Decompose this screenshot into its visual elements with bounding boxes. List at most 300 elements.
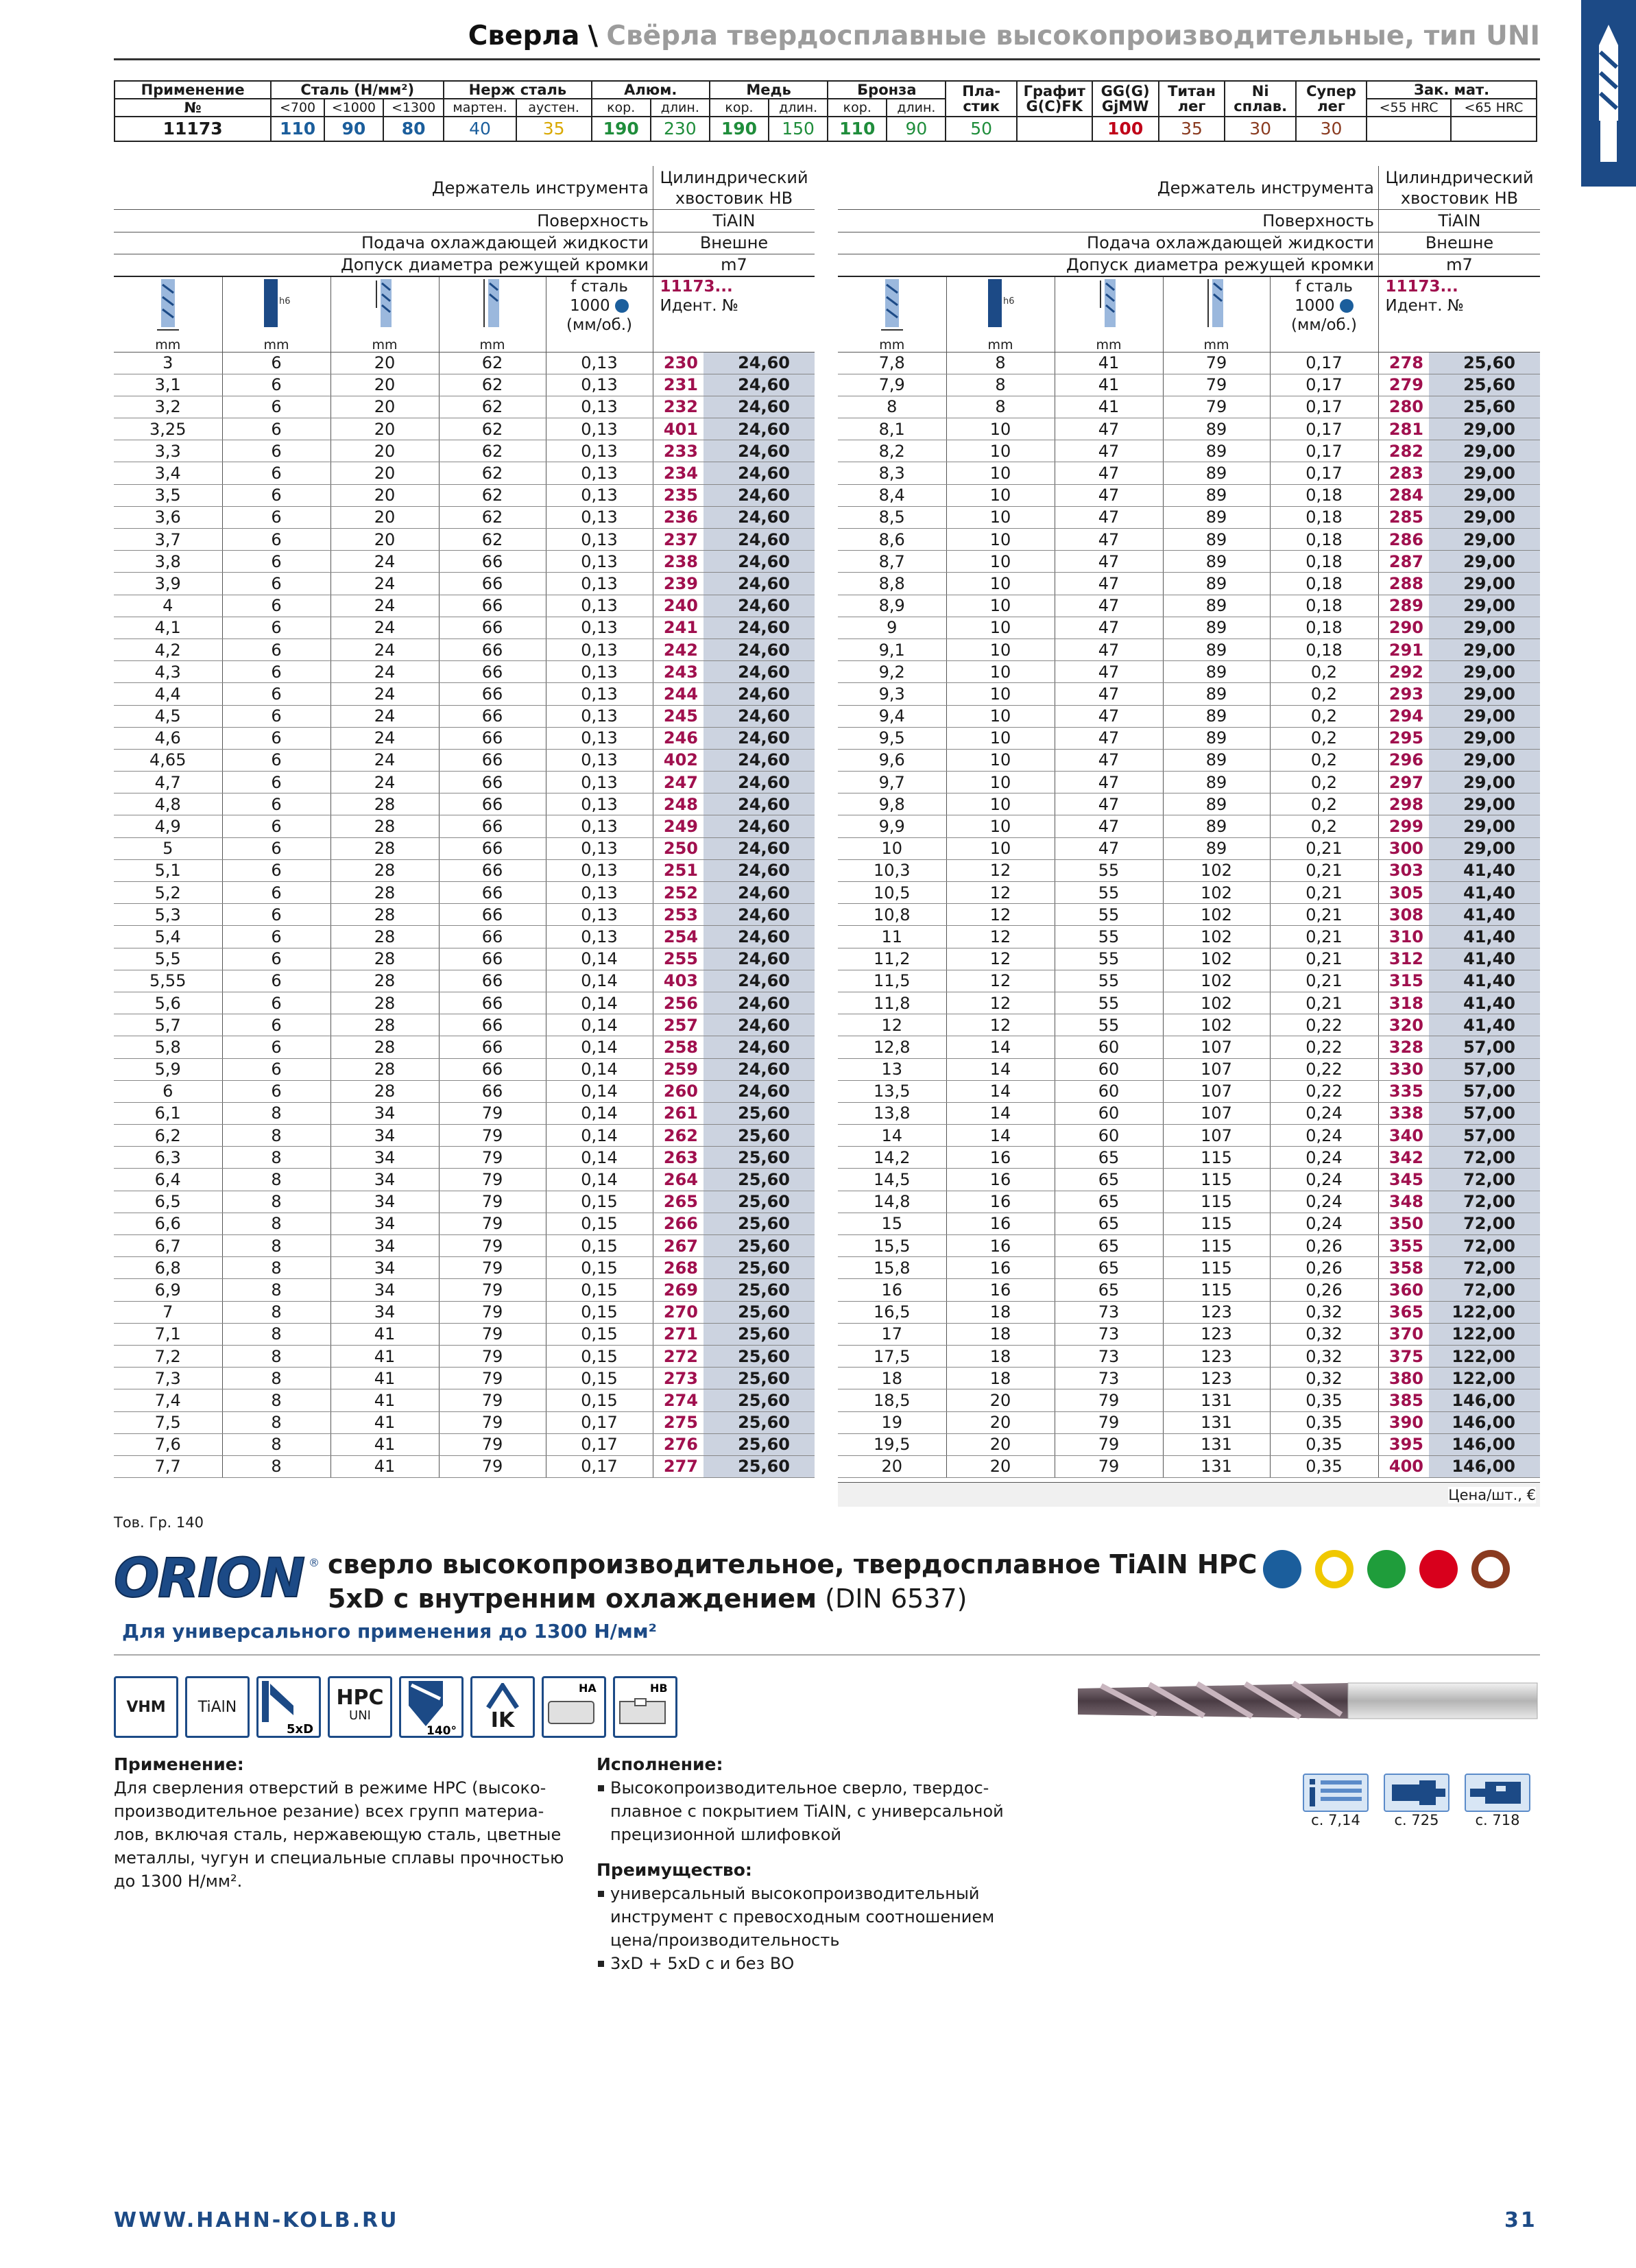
- cell-flute-length: 24: [330, 727, 439, 749]
- cell-shank: 16: [946, 1279, 1055, 1301]
- cell-overall-length: 66: [439, 859, 546, 881]
- cell-diameter: 6,1: [114, 1102, 222, 1124]
- cell-ident-no: 277: [653, 1455, 703, 1477]
- cell-shank: 6: [222, 617, 330, 638]
- app-val: 110: [271, 117, 324, 141]
- material-dot-yellow: [1319, 1553, 1350, 1585]
- cell-overall-length: 66: [439, 661, 546, 683]
- cell-flute-length: 41: [1055, 374, 1163, 396]
- table-row: [114, 462, 815, 484]
- cell-shank: 10: [946, 484, 1055, 506]
- cell-price: 29,00: [1429, 638, 1540, 660]
- cell-price: 29,00: [1429, 705, 1540, 727]
- cell-ident-no: 262: [653, 1125, 703, 1147]
- cell-price: 24,60: [703, 440, 815, 462]
- cell-feed: 0,13: [546, 904, 653, 926]
- cell-overall-length: 66: [439, 727, 546, 749]
- cell-shank: 6: [222, 992, 330, 1014]
- cell-feed: 0,13: [546, 661, 653, 683]
- cell-shank: 6: [222, 683, 330, 705]
- cell-diameter: 6,4: [114, 1169, 222, 1191]
- cell-feed: 0,15: [546, 1213, 653, 1234]
- cell-ident-no: 305: [1378, 882, 1429, 904]
- table-row: [114, 1191, 815, 1213]
- app-col-alu: Алюм.: [592, 81, 710, 99]
- table-row: [838, 638, 1540, 660]
- cell-ident-no: 297: [1378, 772, 1429, 793]
- column-header: [838, 276, 946, 352]
- cell-diameter: 4,65: [114, 749, 222, 771]
- spec-tolerance-value: m7: [1378, 254, 1540, 276]
- cell-flute-length: 28: [330, 926, 439, 948]
- app-sub: <65 HRC: [1451, 99, 1537, 117]
- cell-ident-no: 400: [1378, 1455, 1429, 1477]
- cell-price: 41,40: [1429, 904, 1540, 926]
- product-title-din: (DIN 6537): [817, 1584, 967, 1614]
- app-col-bronze: Бронза: [828, 81, 946, 99]
- cell-diameter: 7,7: [114, 1455, 222, 1477]
- cell-price: 25,60: [703, 1125, 815, 1147]
- app-sub: длин.: [769, 99, 828, 117]
- cell-overall-length: 89: [1163, 749, 1270, 771]
- table-row: [114, 661, 815, 683]
- cell-ident-no: 269: [653, 1279, 703, 1301]
- column-header: [1163, 276, 1270, 352]
- advantage-heading: Преимущество:: [597, 1860, 752, 1880]
- cell-ident-no: 350: [1378, 1213, 1429, 1234]
- cell-feed: 0,2: [1270, 705, 1378, 727]
- cell-overall-length: 66: [439, 815, 546, 837]
- cell-overall-length: 66: [439, 551, 546, 573]
- cell-price: 25,60: [1429, 352, 1540, 374]
- cell-shank: 6: [222, 904, 330, 926]
- cell-overall-length: 89: [1163, 772, 1270, 793]
- cell-price: 57,00: [1429, 1080, 1540, 1102]
- cell-shank: 10: [946, 617, 1055, 638]
- shank-diameter-icon: [223, 278, 330, 338]
- cell-shank: 16: [946, 1147, 1055, 1169]
- cell-diameter: 11,5: [838, 970, 946, 992]
- cell-shank: 6: [222, 772, 330, 793]
- ident-header: 11173... Идент. №: [1378, 276, 1540, 352]
- cell-ident-no: 232: [653, 396, 703, 418]
- table-row: [114, 440, 815, 462]
- cell-diameter: 9,7: [838, 772, 946, 793]
- cell-flute-length: 47: [1055, 529, 1163, 551]
- column-header: [114, 276, 222, 352]
- table-row: [114, 551, 815, 573]
- table-row: [114, 1147, 815, 1169]
- cell-shank: 8: [222, 1235, 330, 1257]
- cell-price: 25,60: [703, 1213, 815, 1234]
- cell-feed: 0,13: [546, 882, 653, 904]
- cell-shank: 6: [222, 506, 330, 528]
- app-sub: длин.: [887, 99, 946, 117]
- cell-flute-length: 28: [330, 904, 439, 926]
- cell-shank: 10: [946, 551, 1055, 573]
- table-row: [838, 1080, 1540, 1102]
- cell-shank: 6: [222, 484, 330, 506]
- cell-shank: 8: [946, 352, 1055, 374]
- footer-url[interactable]: WWW.HAHN-KOLB.RU: [114, 2208, 399, 2232]
- cell-diameter: 11,2: [838, 948, 946, 970]
- cell-shank: 18: [946, 1368, 1055, 1389]
- cell-flute-length: 60: [1055, 1102, 1163, 1124]
- cell-overall-length: 89: [1163, 705, 1270, 727]
- cell-diameter: 3,3: [114, 440, 222, 462]
- cell-price: 25,60: [703, 1411, 815, 1433]
- unit-label: mm: [879, 337, 905, 353]
- table-row: [838, 1433, 1540, 1455]
- cell-overall-length: 89: [1163, 418, 1270, 440]
- cell-feed: 0,14: [546, 1102, 653, 1124]
- cell-shank: 10: [946, 772, 1055, 793]
- cell-flute-length: 34: [330, 1279, 439, 1301]
- ha-shank-icon: [542, 1676, 606, 1738]
- table-row: [838, 837, 1540, 859]
- cell-feed: 0,24: [1270, 1147, 1378, 1169]
- cell-flute-length: 24: [330, 661, 439, 683]
- cell-overall-length: 89: [1163, 484, 1270, 506]
- svg-text:HB: HB: [650, 1682, 668, 1695]
- cell-ident-no: 243: [653, 661, 703, 683]
- cell-ident-no: 235: [653, 484, 703, 506]
- cell-overall-length: 79: [439, 1345, 546, 1367]
- cell-ident-no: 395: [1378, 1433, 1429, 1455]
- table-row: [838, 418, 1540, 440]
- cell-flute-length: 34: [330, 1147, 439, 1169]
- cell-diameter: 10,3: [838, 859, 946, 881]
- cell-price: 146,00: [1429, 1455, 1540, 1477]
- cell-ident-no: 355: [1378, 1235, 1429, 1257]
- cell-shank: 10: [946, 595, 1055, 617]
- cell-feed: 0,18: [1270, 506, 1378, 528]
- cell-feed: 0,2: [1270, 772, 1378, 793]
- cell-diameter: 5,55: [114, 970, 222, 992]
- cell-ident-no: 251: [653, 859, 703, 881]
- cell-feed: 0,21: [1270, 992, 1378, 1014]
- cell-flute-length: 65: [1055, 1169, 1163, 1191]
- cell-shank: 6: [222, 529, 330, 551]
- application-table: [114, 80, 1537, 142]
- cell-diameter: 10: [838, 837, 946, 859]
- app-val: 35: [1159, 117, 1225, 141]
- cell-diameter: 12: [838, 1014, 946, 1036]
- cell-flute-length: 20: [330, 506, 439, 528]
- table-row: [114, 1301, 815, 1323]
- cell-feed: 0,13: [546, 529, 653, 551]
- cell-shank: 12: [946, 948, 1055, 970]
- material-dot-green: [1367, 1550, 1406, 1588]
- cell-overall-length: 115: [1163, 1235, 1270, 1257]
- table-row: [838, 1191, 1540, 1213]
- cell-diameter: 3,4: [114, 462, 222, 484]
- table-row: [838, 948, 1540, 970]
- cell-ident-no: 293: [1378, 683, 1429, 705]
- app-col-stainless: Нерж сталь: [444, 81, 591, 99]
- cell-feed: 0,17: [1270, 352, 1378, 374]
- cell-price: 25,60: [703, 1147, 815, 1169]
- cell-overall-length: 89: [1163, 683, 1270, 705]
- flute-length-icon: [331, 278, 439, 338]
- cell-price: 24,60: [703, 772, 815, 793]
- cell-overall-length: 66: [439, 837, 546, 859]
- cell-overall-length: 66: [439, 1036, 546, 1058]
- cell-flute-length: 47: [1055, 837, 1163, 859]
- cell-diameter: 15,5: [838, 1235, 946, 1257]
- cell-feed: 0,22: [1270, 1036, 1378, 1058]
- cell-ident-no: 234: [653, 462, 703, 484]
- cell-ident-no: 240: [653, 595, 703, 617]
- cell-feed: 0,13: [546, 595, 653, 617]
- cell-diameter: 9,2: [838, 661, 946, 683]
- ref-holder-b[interactable]: [1465, 1774, 1530, 1828]
- cell-flute-length: 28: [330, 992, 439, 1014]
- cell-shank: 8: [222, 1368, 330, 1389]
- app-val: 190: [592, 117, 651, 141]
- cell-overall-length: 89: [1163, 727, 1270, 749]
- app-col-ni: Ni сплав.: [1225, 81, 1295, 117]
- cell-flute-length: 47: [1055, 484, 1163, 506]
- tool-holder-icon: [1384, 1774, 1449, 1812]
- cell-ident-no: 291: [1378, 638, 1429, 660]
- cell-feed: 0,15: [546, 1301, 653, 1323]
- cell-ident-no: 358: [1378, 1257, 1429, 1279]
- cell-overall-length: 79: [439, 1191, 546, 1213]
- cell-ident-no: 288: [1378, 573, 1429, 595]
- table-row: [114, 1433, 815, 1455]
- cell-feed: 0,18: [1270, 638, 1378, 660]
- cell-shank: 6: [222, 749, 330, 771]
- cell-feed: 0,32: [1270, 1301, 1378, 1323]
- cell-diameter: 6: [114, 1080, 222, 1102]
- cell-shank: 6: [222, 970, 330, 992]
- cell-ident-no: 335: [1378, 1080, 1429, 1102]
- cell-diameter: 8,9: [838, 595, 946, 617]
- cell-flute-length: 34: [330, 1235, 439, 1257]
- cell-feed: 0,13: [546, 352, 653, 374]
- cell-feed: 0,2: [1270, 815, 1378, 837]
- cell-feed: 0,22: [1270, 1014, 1378, 1036]
- cell-ident-no: 256: [653, 992, 703, 1014]
- cell-shank: 6: [222, 638, 330, 660]
- cell-feed: 0,14: [546, 1125, 653, 1147]
- app-val: [1451, 117, 1537, 141]
- ident-header: 11173... Идент. №: [653, 276, 815, 352]
- cell-price: 25,60: [703, 1455, 815, 1477]
- table-row: [838, 1213, 1540, 1234]
- cell-overall-length: 79: [439, 1257, 546, 1279]
- cell-flute-length: 28: [330, 1080, 439, 1102]
- cell-diameter: 11,8: [838, 992, 946, 1014]
- cell-feed: 0,24: [1270, 1102, 1378, 1124]
- cell-diameter: 18,5: [838, 1389, 946, 1411]
- cell-price: 24,60: [703, 551, 815, 573]
- header-separator: \: [588, 21, 598, 51]
- cell-flute-length: 41: [330, 1345, 439, 1367]
- cell-shank: 6: [222, 573, 330, 595]
- ref-holder-a[interactable]: [1384, 1774, 1449, 1828]
- table-row: [114, 374, 815, 396]
- table-row: [114, 882, 815, 904]
- spec-block-left: [114, 166, 815, 276]
- cell-overall-length: 102: [1163, 859, 1270, 881]
- cell-ident-no: 296: [1378, 749, 1429, 771]
- cell-flute-length: 55: [1055, 970, 1163, 992]
- unit-label: mm: [479, 337, 505, 353]
- product-title: [328, 1547, 1257, 1616]
- cell-diameter: 3,25: [114, 418, 222, 440]
- table-row: [838, 1014, 1540, 1036]
- cell-flute-length: 47: [1055, 815, 1163, 837]
- column-header: [222, 276, 330, 352]
- table-row: [114, 1389, 815, 1411]
- drill-icon: [1591, 25, 1626, 162]
- cell-overall-length: 62: [439, 529, 546, 551]
- cell-feed: 0,15: [546, 1279, 653, 1301]
- cell-ident-no: 315: [1378, 970, 1429, 992]
- cell-flute-length: 79: [1055, 1433, 1163, 1455]
- price-label: Цена/шт., €: [838, 1482, 1540, 1507]
- cell-shank: 20: [946, 1389, 1055, 1411]
- cell-flute-length: 41: [330, 1323, 439, 1345]
- cell-ident-no: 403: [653, 970, 703, 992]
- table-row: [838, 772, 1540, 793]
- cell-diameter: 7,5: [114, 1411, 222, 1433]
- svg-text:h6: h6: [279, 296, 291, 307]
- cell-flute-length: 60: [1055, 1058, 1163, 1080]
- cell-price: 24,60: [703, 815, 815, 837]
- cell-price: 72,00: [1429, 1213, 1540, 1234]
- ref-info[interactable]: [1303, 1774, 1369, 1828]
- cell-ident-no: 246: [653, 727, 703, 749]
- cell-flute-length: 55: [1055, 992, 1163, 1014]
- cell-ident-no: 265: [653, 1191, 703, 1213]
- svg-text:®: ®: [309, 1556, 320, 1569]
- table-row: [838, 462, 1540, 484]
- table-row: [838, 793, 1540, 815]
- cell-ident-no: 259: [653, 1058, 703, 1080]
- cell-ident-no: 365: [1378, 1301, 1429, 1323]
- cell-diameter: 14,5: [838, 1169, 946, 1191]
- cell-price: 24,60: [703, 506, 815, 528]
- cell-flute-length: 47: [1055, 638, 1163, 660]
- table-row: [838, 440, 1540, 462]
- cell-shank: 6: [222, 837, 330, 859]
- cell-shank: 14: [946, 1102, 1055, 1124]
- cell-price: 24,60: [703, 374, 815, 396]
- cell-overall-length: 89: [1163, 440, 1270, 462]
- cell-ident-no: 380: [1378, 1368, 1429, 1389]
- cell-overall-length: 79: [439, 1323, 546, 1345]
- cell-feed: 0,32: [1270, 1323, 1378, 1345]
- cell-shank: 20: [946, 1433, 1055, 1455]
- cell-ident-no: 310: [1378, 926, 1429, 948]
- cell-flute-length: 20: [330, 352, 439, 374]
- cell-ident-no: 236: [653, 506, 703, 528]
- cell-overall-length: 89: [1163, 462, 1270, 484]
- cell-price: 29,00: [1429, 772, 1540, 793]
- cell-price: 24,60: [703, 595, 815, 617]
- cell-shank: 10: [946, 462, 1055, 484]
- cell-feed: 0,13: [546, 793, 653, 815]
- spec-coolant-value: Внешне: [1378, 232, 1540, 254]
- cell-overall-length: 89: [1163, 638, 1270, 660]
- cell-price: 29,00: [1429, 749, 1540, 771]
- cell-ident-no: 242: [653, 638, 703, 660]
- cell-flute-length: 65: [1055, 1213, 1163, 1234]
- cell-flute-length: 47: [1055, 793, 1163, 815]
- cell-flute-length: 28: [330, 837, 439, 859]
- cell-ident-no: 261: [653, 1102, 703, 1124]
- cell-ident-no: 286: [1378, 529, 1429, 551]
- cell-diameter: 4: [114, 595, 222, 617]
- cell-diameter: 8,1: [838, 418, 946, 440]
- cell-diameter: 6,7: [114, 1235, 222, 1257]
- cell-diameter: 7,8: [838, 352, 946, 374]
- column-header: [439, 276, 546, 352]
- cell-flute-length: 73: [1055, 1323, 1163, 1345]
- table-row: [114, 418, 815, 440]
- cell-shank: 12: [946, 992, 1055, 1014]
- cell-overall-length: 107: [1163, 1058, 1270, 1080]
- cell-price: 122,00: [1429, 1368, 1540, 1389]
- cell-overall-length: 79: [439, 1279, 546, 1301]
- cell-price: 24,60: [703, 1058, 815, 1080]
- cell-ident-no: 348: [1378, 1191, 1429, 1213]
- table-row: [838, 1036, 1540, 1058]
- spec-coolant-value: Внешне: [653, 232, 815, 254]
- cell-price: 29,00: [1429, 484, 1540, 506]
- cell-feed: 0,24: [1270, 1213, 1378, 1234]
- cell-feed: 0,18: [1270, 529, 1378, 551]
- cell-flute-length: 28: [330, 859, 439, 881]
- cell-overall-length: 62: [439, 506, 546, 528]
- cell-diameter: 6,9: [114, 1279, 222, 1301]
- application-line: лов, включая сталь, нержавеющую сталь, цветные: [114, 1825, 562, 1844]
- cell-overall-length: 79: [439, 1455, 546, 1477]
- execution-section: [597, 1753, 1063, 1975]
- app-col-plastic: Пла- стик: [946, 81, 1016, 117]
- cell-feed: 0,17: [1270, 418, 1378, 440]
- cell-flute-length: 55: [1055, 882, 1163, 904]
- cell-ident-no: 273: [653, 1368, 703, 1389]
- cell-overall-length: 79: [1163, 374, 1270, 396]
- cell-price: 72,00: [1429, 1235, 1540, 1257]
- cell-diameter: 17,5: [838, 1345, 946, 1367]
- table-row: [114, 1102, 815, 1124]
- tool-holder-icon: [1465, 1774, 1530, 1812]
- diameter-icon: [114, 278, 222, 338]
- cell-flute-length: 20: [330, 440, 439, 462]
- table-row: [838, 595, 1540, 617]
- cell-feed: 0,2: [1270, 661, 1378, 683]
- table-row: [838, 882, 1540, 904]
- cell-price: 24,60: [703, 396, 815, 418]
- cell-price: 24,60: [703, 573, 815, 595]
- cell-shank: 14: [946, 1058, 1055, 1080]
- cell-overall-length: 62: [439, 440, 546, 462]
- cell-overall-length: 79: [439, 1169, 546, 1191]
- cell-diameter: 16,5: [838, 1301, 946, 1323]
- cell-price: 41,40: [1429, 859, 1540, 881]
- cell-price: 72,00: [1429, 1147, 1540, 1169]
- application-line: производительное резание) всех групп материа-: [114, 1802, 544, 1821]
- cell-overall-length: 115: [1163, 1279, 1270, 1301]
- cell-diameter: 6,6: [114, 1213, 222, 1234]
- application-line: Для сверления отверстий в режиме HPC (высоко-: [114, 1778, 546, 1798]
- diameter-icon: [838, 278, 946, 338]
